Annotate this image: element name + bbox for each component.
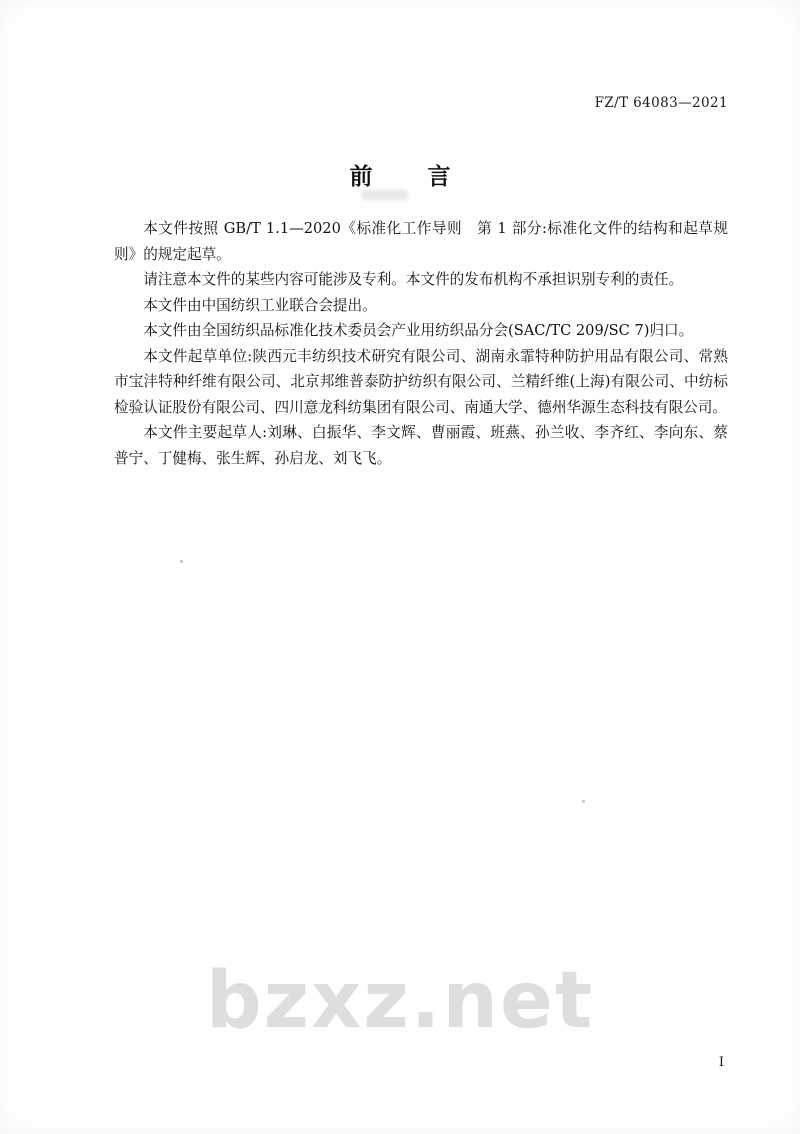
scan-speck <box>582 800 585 803</box>
page-title: 前 言 <box>349 164 467 190</box>
paragraph: 本文件按照 GB/T 1.1—2020《标准化工作导则 第 1 部分:标准化文件的结构和起草规则》的规定起草。 <box>114 220 728 263</box>
foreword-body <box>114 216 728 471</box>
page-number: Ⅰ <box>718 1055 724 1070</box>
paragraph: 本文件起草单位:陕西元丰纺织技术研究有限公司、湖南永霏特种防护用品有限公司、常熟市宝沣特种纤维有限公司、北京邦维普泰防护纺织有限公司、兰精纤维(上海)有限公司、中纺标检验认证股份有限公司、四川意龙科纺集团有限公司、南通大学、德州华源生态科技有限公司。 <box>114 347 728 416</box>
watermark-text: bzxz.net <box>205 956 595 1046</box>
paragraph: 本文件主要起草人:刘琳、白振华、李文辉、曹丽霞、班燕、孙兰收、李齐红、李向东、蔡普宁、丁健梅、张生辉、孙启龙、刘飞飞。 <box>114 424 728 467</box>
paragraph: 本文件由全国纺织品标准化技术委员会产业用纺织品分会(SAC/TC 209/SC 7)归口。 <box>143 322 694 339</box>
standard-code-header: FZ/T 64083—2021 <box>594 95 728 111</box>
paragraph: 请注意本文件的某些内容可能涉及专利。本文件的发布机构不承担识别专利的责任。 <box>143 271 684 288</box>
page-sheet <box>62 40 738 1092</box>
paragraph: 本文件由中国纺织工业联合会提出。 <box>143 296 377 314</box>
scan-artifact <box>362 190 408 200</box>
scan-speck <box>180 560 183 563</box>
